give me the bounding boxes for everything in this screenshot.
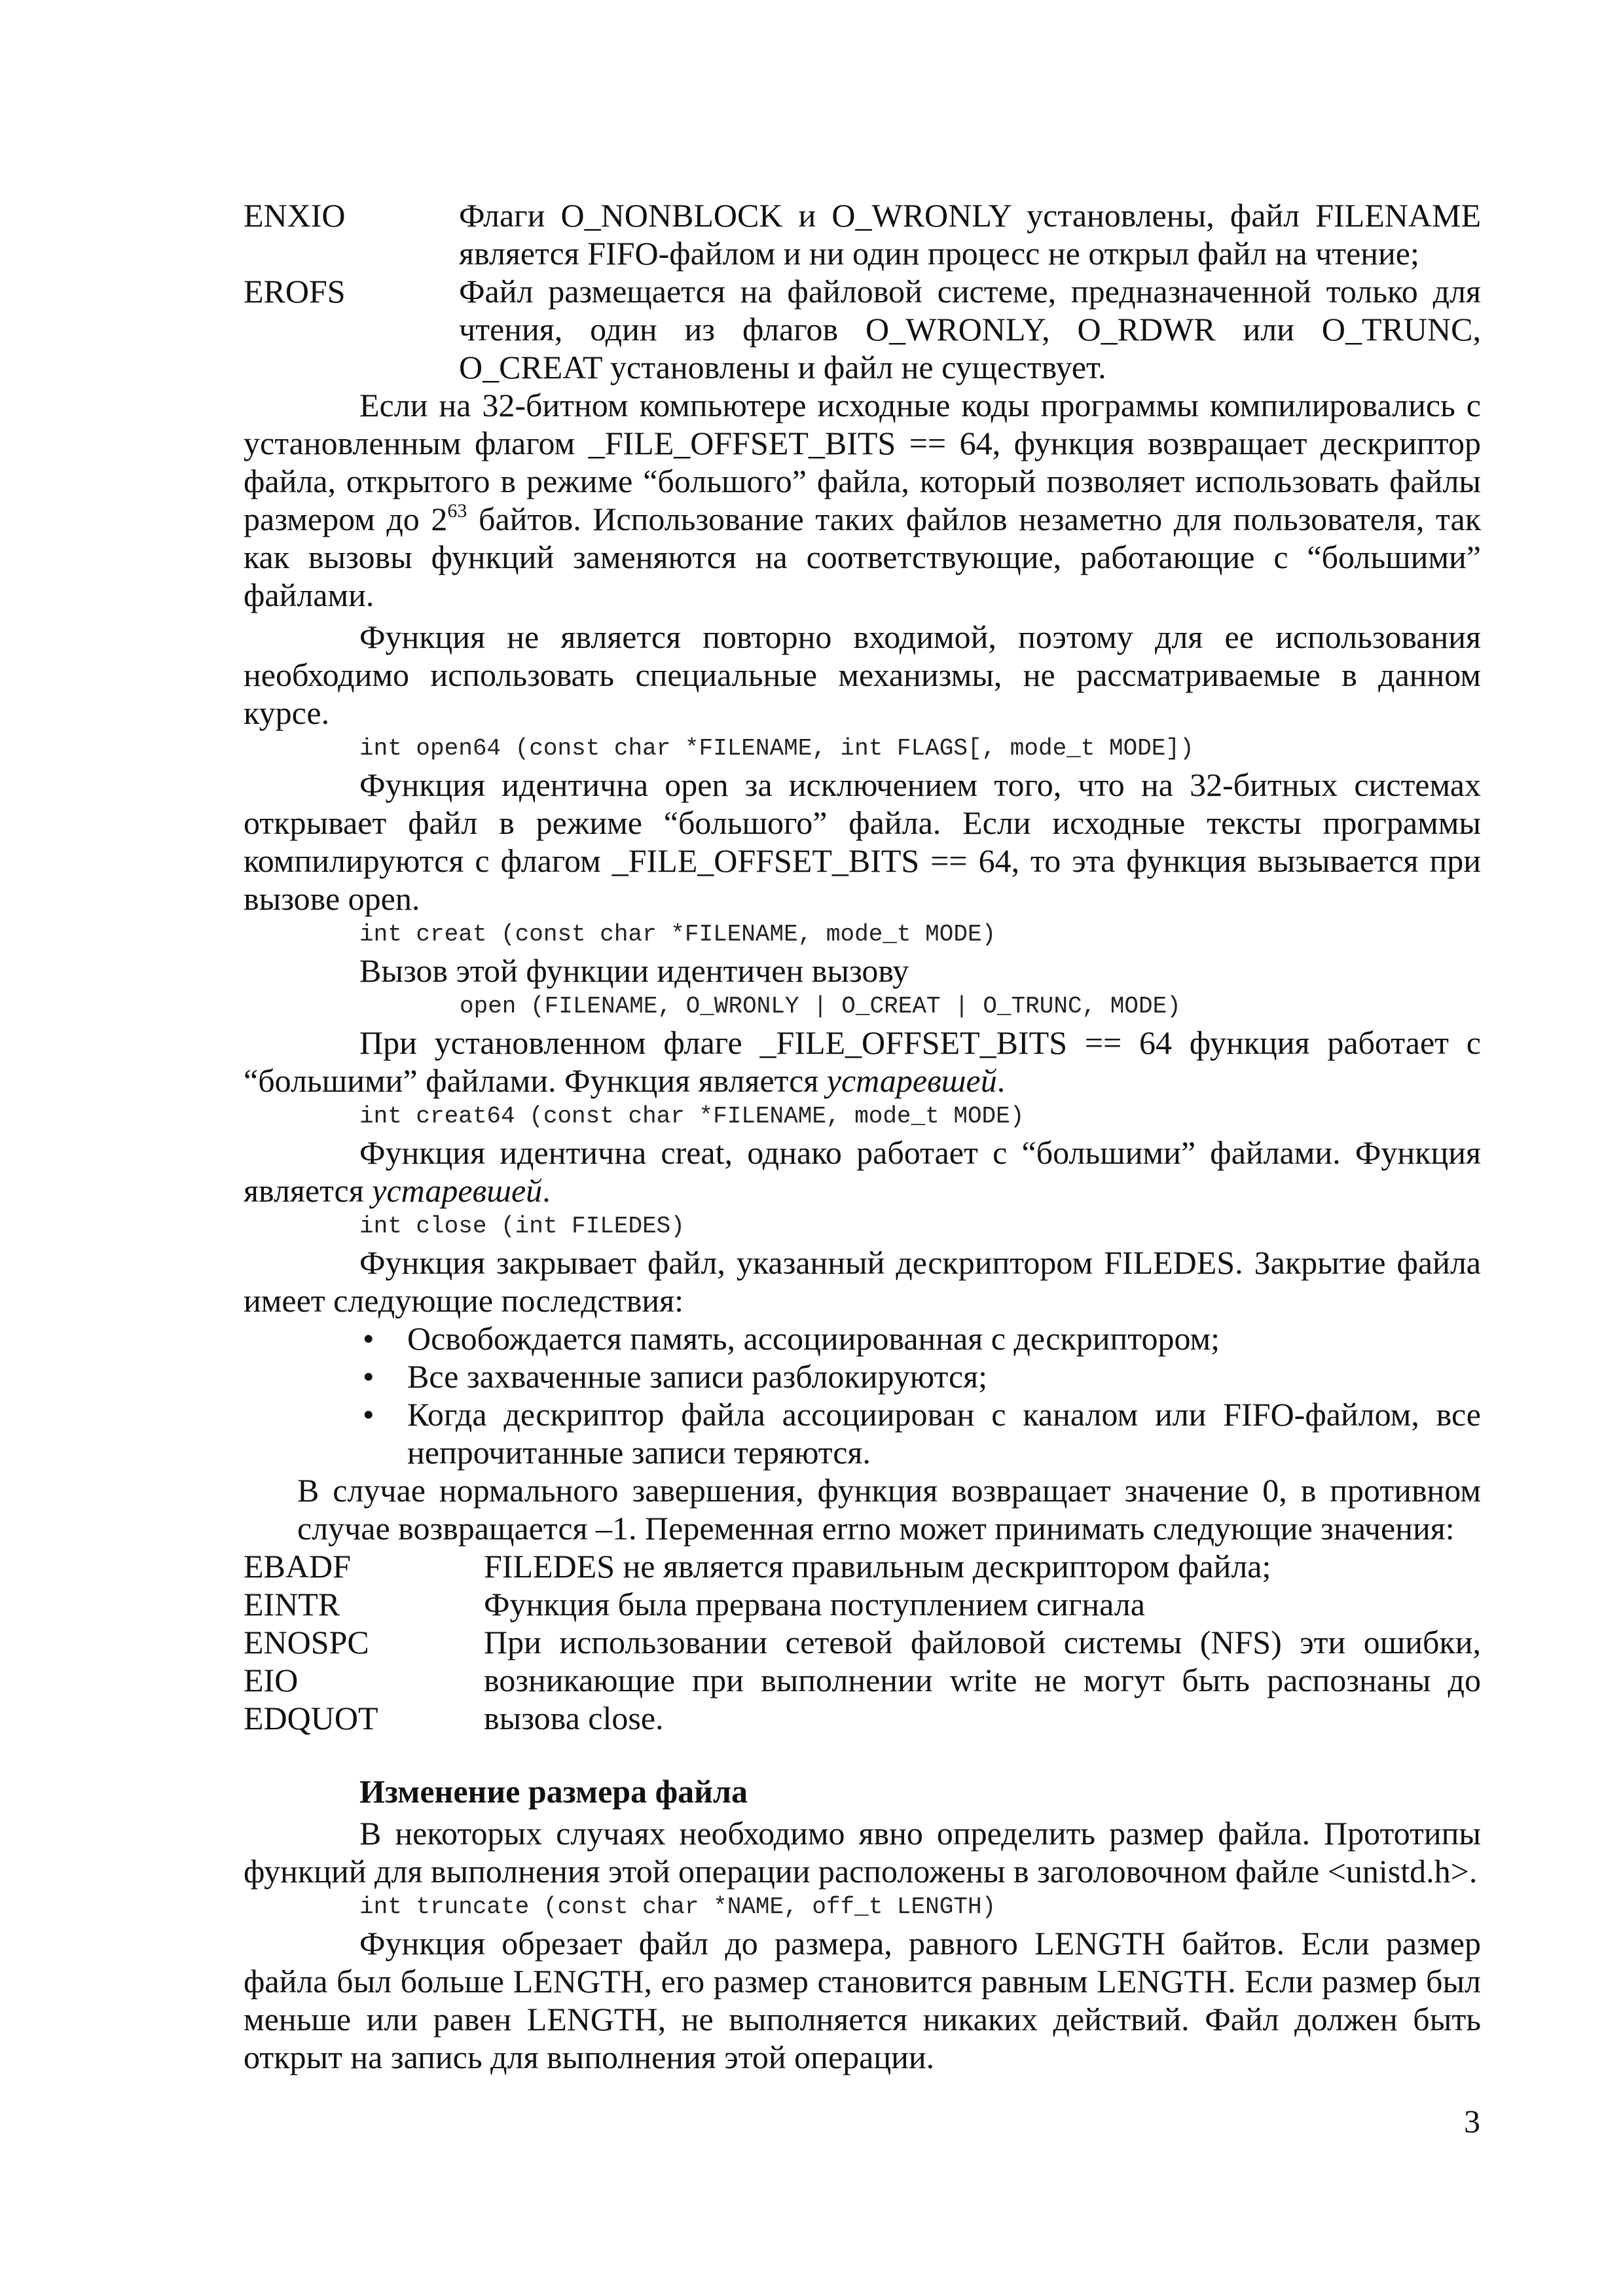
paragraph-close-return: В случае нормального завершения, функция возвращает значение 0, в противном случае возвращается –1. Переменная errno может принимать следующие значения: <box>297 1472 1481 1547</box>
list-item-text: Когда дескриптор файла ассоциирован с каналом или FIFO-файлом, все непрочитанные записи теряются. <box>407 1396 1481 1471</box>
code-creat64: int creat64 (const char *FILENAME, mode_t MODE) <box>359 1103 1025 1130</box>
consequences-list <box>244 1319 1481 1471</box>
code-creat: int creat (const char *FILENAME, mode_t MODE) <box>359 921 996 948</box>
bullet-icon: • <box>363 1358 374 1395</box>
bullet-icon: • <box>363 1320 374 1357</box>
paragraph-text: При установленном флаге _FILE_OFFSET_BITS == 64 функция работает с “большими” файлами. Функция является <box>244 1024 1481 1099</box>
list-item-text: Все захваченные записи разблокируются; <box>407 1358 988 1395</box>
definition-description: Флаги O_NONBLOCK и O_WRONLY установлены, файл FILENAME является FIFO-файлом и ни один процесс не открыл файл на чтение; <box>459 197 1481 272</box>
paragraph-creat64 <box>244 1134 1481 1210</box>
emphasis-text: устаревшей <box>826 1062 997 1099</box>
paragraph-creat-intro: Вызов этой функции идентичен вызову <box>359 952 909 989</box>
definition-term: EINTR <box>244 1586 340 1623</box>
emphasis-text: устаревшей <box>372 1172 543 1209</box>
page-number: 3 <box>1464 2103 1480 2140</box>
paragraph-close: Функция закрывает файл, указанный дескриптором FILEDES. Закрытие файла имеет следующие последствия: <box>244 1244 1481 1319</box>
paragraph-text: . <box>542 1172 551 1209</box>
code-close: int close (int FILEDES) <box>359 1213 685 1240</box>
definition-term: EIO <box>244 1662 299 1698</box>
paragraph-reentrancy: Функция не является повторно входимой, поэтому для ее использования необходимо использовать специальные механизмы, не рассматриваемые в данном курсе. <box>244 619 1481 731</box>
list-item <box>244 1319 1481 1357</box>
list-item-text: Освобождается память, ассоциированная с дескриптором; <box>407 1320 1220 1357</box>
definition-description: Файл размещается на файловой системе, предназначенной только для чтения, один из флагов O_WRONLY, O_RDWR или O_TRUNC, O_CREAT установлены и файл не существует. <box>459 273 1481 386</box>
definition-description: Функция была прервана поступлением сигнала <box>484 1586 1145 1623</box>
definition-description: FILEDES не является правильным дескриптором файла; <box>484 1548 1271 1585</box>
paragraph-open64: Функция идентична open за исключением того, что на 32-битных системах открывает файл в режиме “большого” файла. Если исходные тексты программы компилируются с флагом _FILE_OFFSET_BITS == 64, то эта функция вызывается при вызове open. <box>244 766 1481 917</box>
code-open-call: open (FILENAME, O_WRONLY | O_CREAT | O_TRUNC, MODE) <box>460 993 1181 1020</box>
list-item <box>244 1357 1481 1395</box>
code-truncate: int truncate (const char *NAME, off_t LENGTH) <box>359 1893 996 1920</box>
code-open64: int open64 (const char *FILENAME, int FLAGS[, mode_t MODE]) <box>359 735 1194 762</box>
paragraph-text: Функция идентична creat, однако работает с “большими” файлами. Функция является <box>244 1134 1481 1209</box>
section-heading: Изменение размера файла <box>359 1773 748 1810</box>
definition-row-enxio <box>244 196 1481 272</box>
paragraph-text: Если на 32-битном компьютере исходные коды программы компилировались с установленным флагом _FILE_OFFSET_BITS == 64, функция возвращает дескриптор файла, открытого в режиме “большого” файла, который позволяет использовать файлы размером до 2 <box>244 387 1481 537</box>
definition-row-ebadf <box>244 1547 1481 1585</box>
paragraph-text: байтов. Использование таких файлов незаметно для пользователя, так как вызовы функций заменяются на соответствующие, работающие с “большими” файлами. <box>244 501 1481 613</box>
definition-term: EDQUOT <box>244 1700 378 1736</box>
definition-term: ENOSPC <box>244 1624 369 1660</box>
definition-row-eintr <box>244 1585 1481 1623</box>
paragraph-truncate: Функция обрезает файл до размера, равного LENGTH байтов. Если размер файла был больше LENGTH, его размер становится равным LENGTH. Если размер был меньше или равен LENGTH, не выполняется никаких действий. Файл должен быть открыт на запись для выполнения этой операции. <box>244 1925 1481 2075</box>
definition-term: EBADF <box>244 1548 351 1585</box>
paragraph-resize-intro: В некоторых случаях необходимо явно определить размер файла. Прототипы функций для выполнения этой операции расположены в заголовочном файле <unistd.h>. <box>244 1815 1481 1890</box>
paragraph-text: . <box>996 1062 1006 1099</box>
definition-row-erofs <box>244 272 1481 386</box>
definition-terms <box>244 1623 484 1737</box>
list-item <box>244 1395 1481 1471</box>
paragraph-large-file <box>244 386 1481 614</box>
exponent: 63 <box>447 500 467 522</box>
paragraph-creat <box>244 1024 1481 1100</box>
page-content <box>244 196 1481 2076</box>
definition-term: ENXIO <box>244 197 346 234</box>
definition-term: EROFS <box>244 273 346 310</box>
definition-description: При использовании сетевой файловой системы (NFS) эти ошибки, возникающие при выполнении write не могут быть распознаны до вызова close. <box>484 1624 1481 1736</box>
bullet-icon: • <box>363 1396 374 1433</box>
definition-row-nfs-errors <box>244 1623 1481 1737</box>
